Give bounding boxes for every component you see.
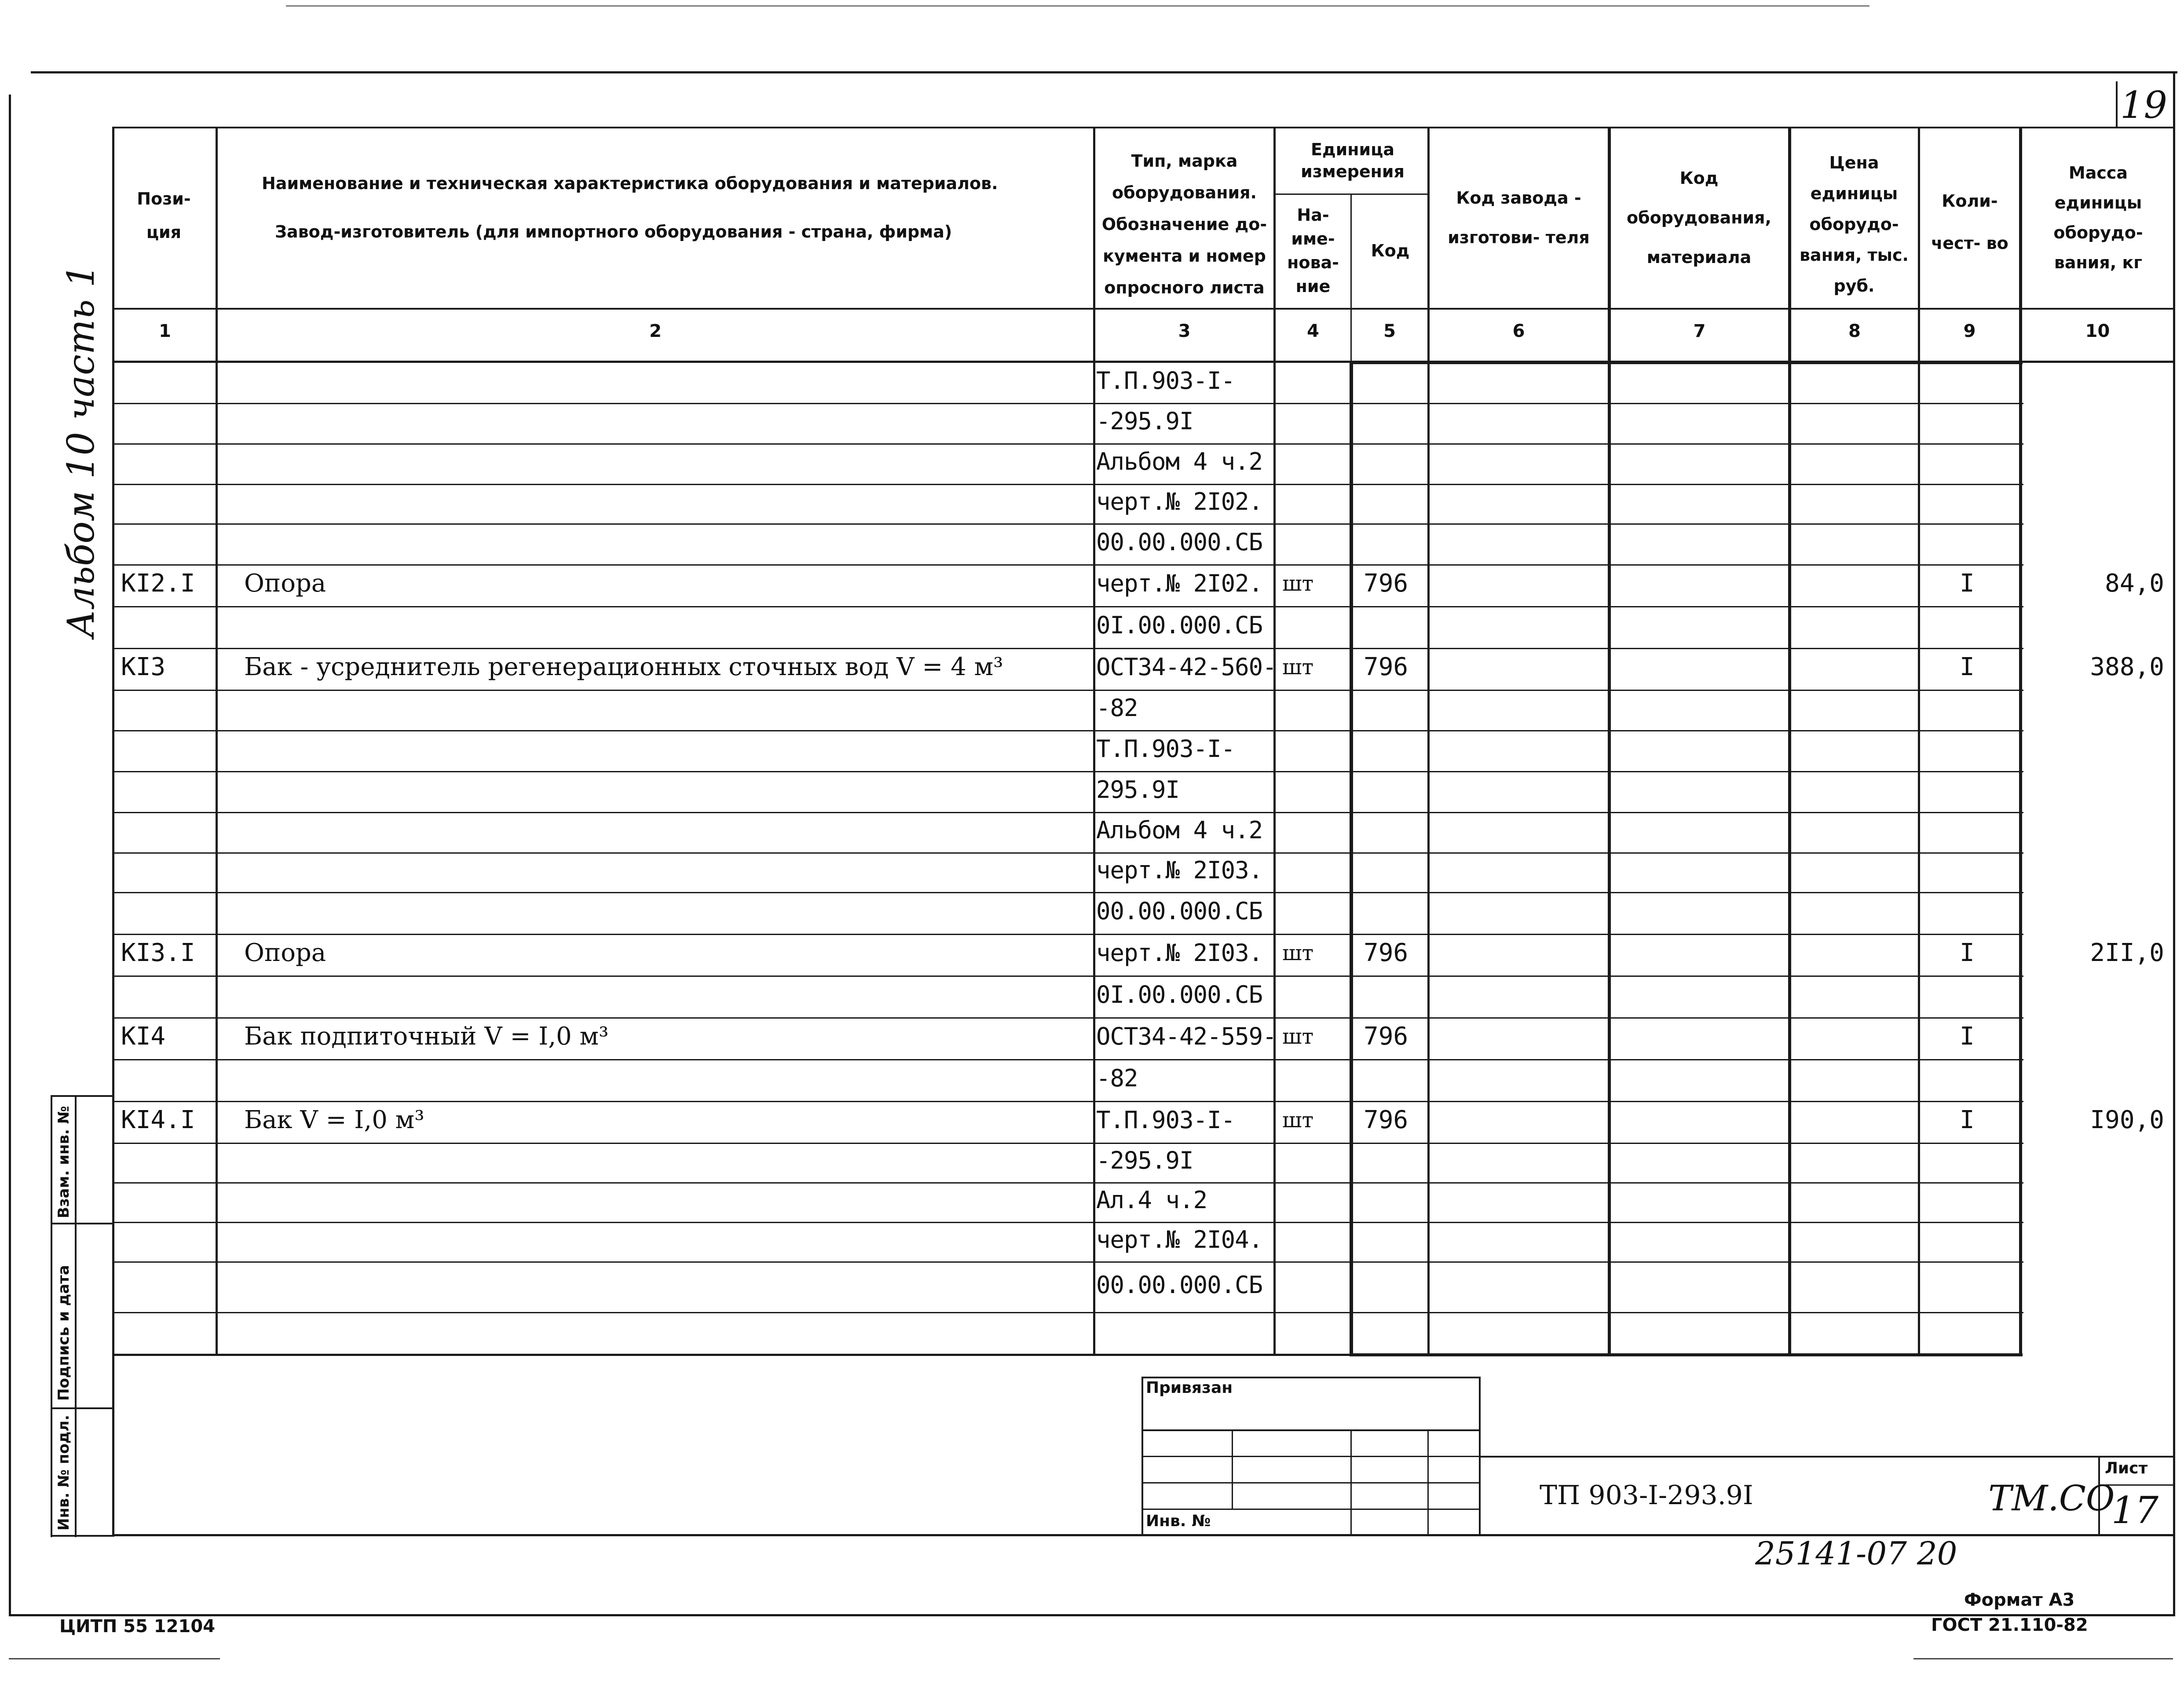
cell-position: KI3	[121, 652, 166, 681]
cell-type: 00.00.000.СБ	[1096, 528, 1263, 556]
colnum-10: 10	[2085, 321, 2110, 341]
tb-vert3	[1427, 1429, 1429, 1535]
scan-line-top	[286, 5, 1869, 7]
header-price: Цена единицы оборудо- вания, тыс. руб.	[1800, 153, 1909, 296]
cell-position: KI4	[121, 1022, 166, 1051]
row-divider	[112, 690, 2023, 691]
col-line-2	[216, 127, 218, 1356]
cell-type: -295.9I	[1096, 407, 1193, 435]
cell-type: черт.№ 2I04.	[1096, 1226, 1263, 1253]
stamp-div2	[51, 1407, 114, 1409]
row-divider	[112, 730, 2023, 731]
header-equipment-code: Код оборудования, материала	[1627, 168, 1771, 267]
cell-type: Альбом 4 ч.2	[1096, 816, 1263, 844]
cell-position: KI3.I	[121, 938, 195, 967]
colnum-4: 4	[1307, 321, 1319, 341]
tb-top	[1141, 1377, 1480, 1378]
footer-gost: ГОСТ 21.110-82	[1931, 1615, 2088, 1635]
cell-name: Опора	[244, 938, 326, 967]
cell-mass: 84,0	[2105, 569, 2164, 598]
tb-list-label: Лист	[2105, 1459, 2148, 1477]
cell-mass: 388,0	[2090, 652, 2164, 681]
cell-unit: шт	[1282, 1024, 1314, 1049]
stamp-vzam: Взам. инв. №	[55, 1106, 73, 1218]
cell-name: Опора	[244, 569, 326, 598]
table-data-bottom	[112, 1354, 1353, 1356]
row-divider	[112, 484, 2023, 485]
stamp-bottom	[51, 1535, 114, 1537]
stamp-inv: Инв. № подл.	[55, 1414, 73, 1531]
row-divider	[112, 1222, 2023, 1223]
tb-vert1	[1232, 1429, 1233, 1509]
header-unit-code: Код	[1371, 241, 1410, 260]
cell-type: Альбом 4 ч.2	[1096, 448, 1263, 475]
header-factory-code: Код завода - изготови- теля	[1448, 188, 1590, 247]
cell-type: Т.П.903-I-	[1096, 366, 1235, 395]
col-line-10	[2019, 127, 2022, 1356]
cell-quantity: I	[1960, 1105, 1975, 1134]
cell-type: черт.№ 2I03.	[1096, 939, 1263, 967]
cell-code: 796	[1364, 1105, 1408, 1134]
row-divider	[112, 771, 2023, 772]
row-divider	[112, 606, 2023, 607]
colnum-8: 8	[1848, 321, 1861, 341]
scan-line-bottom-left	[9, 1658, 220, 1659]
row-divider	[112, 523, 2023, 525]
cell-code: 796	[1364, 652, 1408, 681]
colnum-1: 1	[159, 321, 171, 341]
row-divider	[112, 1261, 2023, 1263]
cell-code: 796	[1364, 1022, 1408, 1051]
header-quantity: Коли- чест- во	[1931, 191, 2008, 253]
box-top	[1350, 362, 2023, 364]
header-unit-name: На- име- нова- ние	[1287, 205, 1339, 296]
col-line-5b	[1350, 363, 1353, 1356]
col-line-6	[1427, 127, 1430, 1356]
cell-type: Т.П.903-I-	[1096, 1106, 1235, 1134]
header-name-line2: Завод-изготовитель (для импортного оборудования - страна, фирма)	[275, 222, 952, 241]
box-bottom	[1350, 1353, 2023, 1356]
colnum-5: 5	[1383, 321, 1396, 341]
tb-designation-top	[1479, 1456, 2174, 1458]
cell-code: 796	[1364, 938, 1408, 967]
tb-designation: ТП 903-I-293.9I	[1540, 1480, 1753, 1511]
cell-type: ОСТ34-42-559-	[1096, 1022, 1277, 1050]
tb-mark: ТМ.СО	[1988, 1478, 2115, 1519]
row-divider	[112, 403, 2023, 404]
cell-type: 295.9I	[1096, 775, 1180, 804]
table-top-border	[112, 127, 2175, 128]
col-line-8	[1788, 127, 1791, 1356]
stamp-left	[51, 1095, 52, 1537]
archive-number: 25141-07 20	[1755, 1535, 1957, 1572]
cell-name: Бак подпиточный V = I,0 м³	[244, 1022, 609, 1051]
tb-privyazan: Привязан	[1146, 1379, 1233, 1397]
colnum-2: 2	[649, 321, 662, 341]
cell-type: Т.П.903-I-	[1096, 734, 1235, 763]
row-divider	[112, 976, 2023, 977]
colnum-9: 9	[1963, 321, 1976, 341]
row-divider	[112, 443, 2023, 445]
colnum-3: 3	[1178, 321, 1191, 341]
cell-type: 00.00.000.СБ	[1096, 897, 1263, 925]
row-divider	[112, 1059, 2023, 1060]
col-line-9	[1918, 127, 1920, 1356]
header-mass: Масса единицы оборудо- вания, кг	[2053, 163, 2143, 272]
header-position: Пози- ция	[137, 189, 191, 242]
cell-unit: шт	[1282, 940, 1314, 965]
row-divider	[112, 892, 2023, 893]
cell-type: 0I.00.000.СБ	[1096, 980, 1263, 1008]
col-line-4	[1273, 127, 1276, 1356]
cell-type: Ал.4 ч.2	[1096, 1186, 1207, 1214]
cell-name: Бак V = I,0 м³	[244, 1105, 424, 1134]
unit-subheader-line	[1273, 194, 1430, 195]
header-bottom-line	[112, 308, 2175, 310]
row-divider	[112, 564, 2023, 566]
cell-type: черт.№ 2I03.	[1096, 856, 1263, 884]
row-divider	[112, 1017, 2023, 1019]
cell-name: Бак - усреднитель регенерационных сточных вод V = 4 м³	[244, 652, 1003, 681]
corner-box-left	[2116, 81, 2118, 128]
tb-row4	[1141, 1509, 1480, 1510]
cell-mass: I90,0	[2090, 1105, 2164, 1134]
cell-quantity: I	[1960, 569, 1975, 598]
col-line-3	[1093, 127, 1095, 1356]
outer-right-border	[2173, 71, 2175, 1615]
cell-type: -295.9I	[1096, 1147, 1193, 1174]
cell-unit: шт	[1282, 571, 1314, 596]
tb-vert2	[1350, 1429, 1352, 1535]
colnum-6: 6	[1512, 321, 1525, 341]
row-divider	[112, 852, 2023, 854]
row-divider	[112, 934, 2023, 935]
outer-left-border	[9, 95, 11, 1616]
cell-unit: шт	[1282, 654, 1314, 680]
row-divider	[112, 1101, 2023, 1102]
cell-type: ОСТ34-42-560-	[1096, 653, 1277, 681]
stamp-podpis: Подпись и дата	[55, 1265, 73, 1401]
outer-bottom-border	[9, 1614, 2175, 1616]
row-divider	[112, 1182, 2023, 1184]
cell-type: черт.№ 2I02.	[1096, 569, 1263, 597]
stamp-mid	[75, 1095, 77, 1537]
footer-left: ЦИТП 55 12104	[59, 1616, 216, 1637]
cell-mass: 2II,0	[2090, 938, 2164, 967]
top-border-line	[31, 71, 2177, 73]
cell-type: -82	[1096, 694, 1138, 722]
col-line-7	[1608, 127, 1611, 1356]
sheet-corner-number: 19	[2120, 84, 2167, 127]
cell-code: 796	[1364, 569, 1408, 598]
tb-row3	[1141, 1482, 1480, 1483]
scan-line-bottom-right	[1913, 1658, 2173, 1659]
cell-type: черт.№ 2I02.	[1096, 488, 1263, 515]
cell-unit: шт	[1282, 1107, 1314, 1133]
stamp-top	[51, 1095, 114, 1097]
header-unit: Единица измерения	[1301, 140, 1405, 181]
row-divider	[112, 648, 2023, 649]
row-divider	[112, 1312, 2023, 1313]
colnum-7: 7	[1693, 321, 1706, 341]
footer-format: Формат А3	[1964, 1590, 2075, 1610]
cell-type: 00.00.000.СБ	[1096, 1271, 1263, 1299]
cell-quantity: I	[1960, 938, 1975, 967]
tb-privyazan-bottom	[1141, 1429, 1480, 1431]
cell-quantity: I	[1960, 652, 1975, 681]
tb-row2	[1141, 1456, 1480, 1457]
album-label: Альбом 10 часть 1	[59, 264, 102, 638]
header-name-line1: Наименование и техническая характеристика оборудования и материалов.	[262, 174, 998, 193]
cell-type: 0I.00.000.СБ	[1096, 611, 1263, 639]
row-divider	[112, 812, 2023, 813]
stamp-div1	[51, 1223, 114, 1224]
cell-type: -82	[1096, 1064, 1138, 1092]
row-divider	[112, 1143, 2023, 1144]
tb-list-number: 17	[2111, 1489, 2158, 1532]
cell-position: KI2.I	[121, 569, 195, 598]
cell-position: KI4.I	[121, 1105, 195, 1134]
cell-quantity: I	[1960, 1022, 1975, 1051]
header-type: Тип, марка оборудования. Обозначение до- кумента и номер опросного листа	[1101, 151, 1267, 297]
tb-inv-no: Инв. №	[1146, 1512, 1211, 1530]
